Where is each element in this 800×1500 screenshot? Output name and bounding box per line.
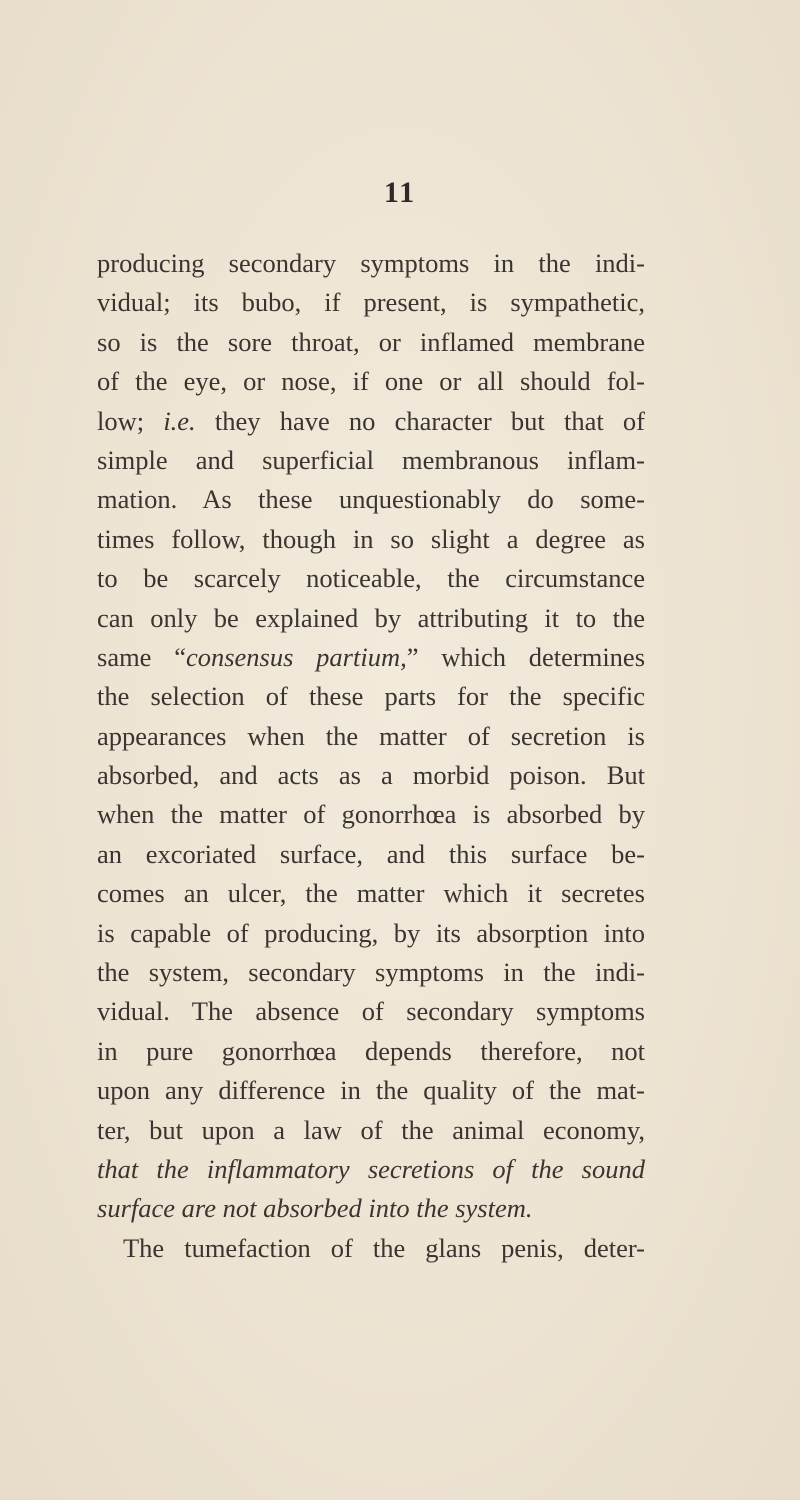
page-number: 11 xyxy=(383,176,417,209)
text-run: absorbed, and acts as a morbid poison. But xyxy=(97,760,645,791)
text-run: when the matter of gonorrhœa is absorbed by xyxy=(97,799,645,830)
text-line xyxy=(97,953,645,992)
text-run: mation. As these unquestionably do some- xyxy=(97,484,645,515)
italic-text: that the inflammatory secretions of the sound xyxy=(97,1153,645,1184)
text-run: to be scarcely noticeable, the circumstance xyxy=(97,563,645,594)
text-run: times follow, though in so slight a degree as xyxy=(97,523,645,554)
text-run: ter, but upon a law of the animal economy, xyxy=(97,1114,645,1145)
text-run: the system, secondary symptoms in the indi- xyxy=(97,957,645,988)
text-line xyxy=(97,1071,645,1110)
text-line xyxy=(97,1032,645,1071)
text-line xyxy=(97,283,645,322)
text-run: is capable of producing, by its absorption into xyxy=(97,917,645,948)
text-run: the selection of these parts for the specific xyxy=(97,681,645,712)
italic-text: surface are not absorbed into the system. xyxy=(97,1193,533,1224)
text-run: of the eye, or nose, if one or all should fol- xyxy=(97,366,645,397)
text-run: ” which determines xyxy=(406,641,646,672)
text-run: so is the sore throat, or inflamed membrane xyxy=(97,326,645,357)
text-line xyxy=(97,638,645,677)
text-line xyxy=(97,244,645,283)
body-text xyxy=(97,244,645,1268)
text-line xyxy=(97,992,645,1031)
text-line xyxy=(97,520,645,559)
text-line xyxy=(97,756,645,795)
text-run: vidual; its bubo, if present, is sympathetic, xyxy=(97,287,645,318)
text-line xyxy=(97,835,645,874)
text-line xyxy=(97,795,645,834)
text-run: in pure gonorrhœa depends therefore, not xyxy=(97,1035,645,1066)
text-run: can only be explained by attributing it to the xyxy=(97,602,645,633)
text-run: producing secondary symptoms in the indi- xyxy=(97,248,645,278)
text-run: The tumefaction of the glans penis, deter- xyxy=(123,1232,645,1263)
text-line xyxy=(97,1111,645,1150)
text-run: they have no character but that of xyxy=(195,405,645,436)
text-line xyxy=(97,1189,645,1228)
text-run: appearances when the matter of secretion is xyxy=(97,720,645,751)
text-line xyxy=(97,1150,645,1189)
text-line xyxy=(97,323,645,362)
text-line xyxy=(97,480,645,519)
text-line xyxy=(97,362,645,401)
text-line xyxy=(97,874,645,913)
italic-text: consensus partium, xyxy=(185,641,407,672)
text-run: upon any difference in the quality of the mat- xyxy=(97,1075,645,1106)
text-line xyxy=(97,677,645,716)
text-line xyxy=(97,441,645,480)
text-line xyxy=(97,1229,645,1268)
text-run: simple and superficial membranous inflam- xyxy=(97,444,645,475)
italic-text: i.e. xyxy=(163,405,196,436)
text-run: an excoriated surface, and this surface be- xyxy=(97,838,645,869)
text-run: comes an ulcer, the matter which it secretes xyxy=(97,878,645,909)
text-line xyxy=(97,914,645,953)
text-run: same “ xyxy=(97,641,186,672)
text-run: vidual. The absence of secondary symptoms xyxy=(97,996,645,1027)
text-line xyxy=(97,559,645,598)
text-line xyxy=(97,717,645,756)
text-line xyxy=(97,599,645,638)
text-line xyxy=(97,402,645,441)
text-run: low; xyxy=(97,405,164,436)
